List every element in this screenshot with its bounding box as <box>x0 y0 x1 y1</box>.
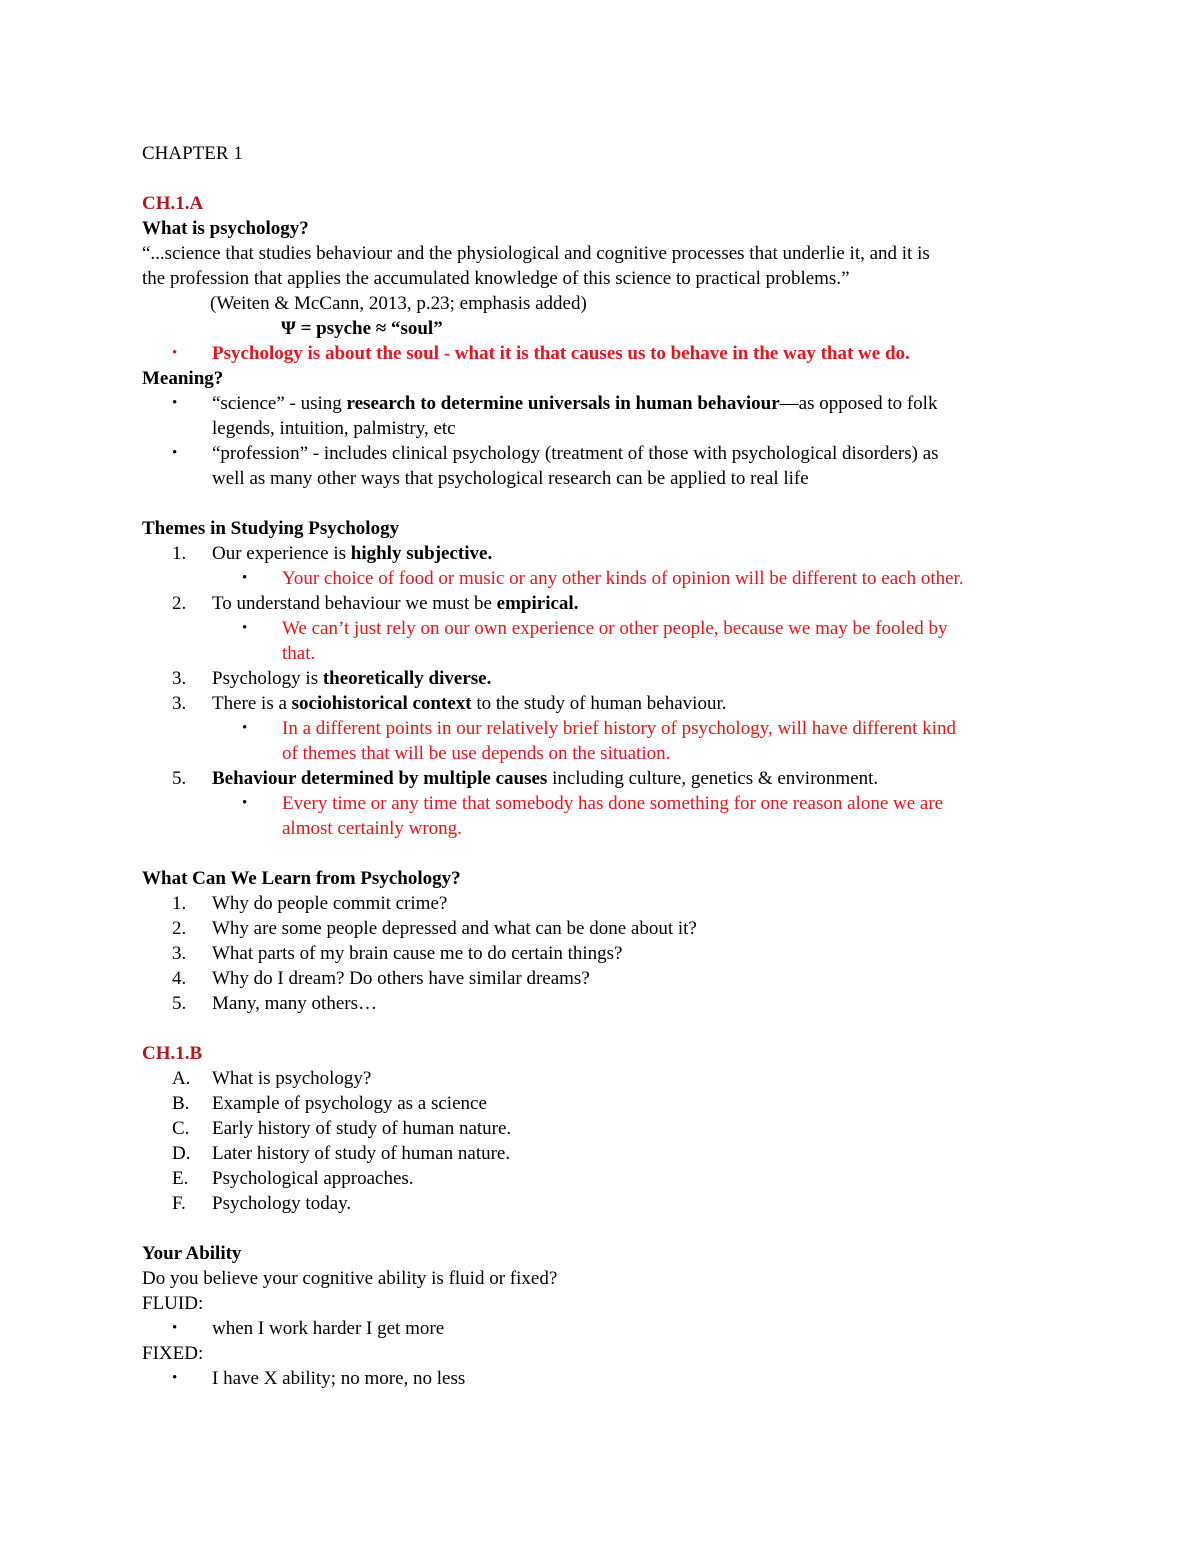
list-number: 1. <box>172 893 187 914</box>
theme-item <box>142 691 1072 716</box>
bullet-icon: • <box>172 1320 178 1336</box>
outline-item-text: Later history of study of human nature. <box>212 1143 511 1164</box>
ability-question: Do you believe your cognitive ability is fluid or fixed? <box>142 1268 558 1289</box>
theme-text-plain: to the study of human behaviour. <box>471 693 727 714</box>
list-number: 5. <box>172 993 187 1014</box>
theme-note-text: Your choice of food or music or any other kinds of opinion will be different to each other. <box>282 568 964 589</box>
theme-item <box>142 541 1072 566</box>
list-number: 3. <box>172 668 187 689</box>
list-number: 2. <box>172 593 187 614</box>
theme-note-text: almost certainly wrong. <box>282 818 462 839</box>
theme-note-text: Every time or any time that somebody has done something for one reason alone we are <box>282 793 944 814</box>
outline-item <box>142 1141 1072 1166</box>
learn-item-text: Why do I dream? Do others have similar dreams? <box>212 968 590 989</box>
what-is-psychology-heading: What is psychology? <box>142 218 309 239</box>
outline-item-text: Early history of study of human nature. <box>212 1118 512 1139</box>
list-number: 1. <box>172 543 187 564</box>
learn-item-text: What parts of my brain cause me to do certain things? <box>212 943 623 964</box>
meaning-bullet-profession <box>142 441 1072 491</box>
fluid-label: FLUID: <box>142 1293 204 1314</box>
theme-text-plain: Our experience is <box>212 543 351 564</box>
list-letter: B. <box>172 1093 190 1114</box>
theme-item-text <box>212 591 1072 616</box>
learn-item-text: Why are some people depressed and what can be done about it? <box>212 918 697 939</box>
meaning-heading: Meaning? <box>142 368 224 389</box>
soul-bullet-item <box>142 341 1072 366</box>
outline-item <box>142 1066 1072 1091</box>
list-number: 2. <box>172 918 187 939</box>
bullet-icon: • <box>242 570 248 586</box>
theme-text-plain: There is a <box>212 693 292 714</box>
ch1b-outline-list <box>142 1066 1072 1216</box>
bullet-icon: • <box>242 620 248 636</box>
themes-list <box>142 541 1072 841</box>
outline-item <box>142 1191 1072 1216</box>
outline-item <box>142 1116 1072 1141</box>
theme-text-plain: Psychology is <box>212 668 323 689</box>
theme-item-text <box>212 691 1072 716</box>
fixed-bullet-item <box>142 1366 1072 1391</box>
theme-item <box>142 591 1072 616</box>
theme-text-plain: To understand behaviour we must be <box>212 593 497 614</box>
meaning-profession-line-1: “profession” - includes clinical psychology (treatment of those with psychological disorders) as <box>212 443 939 464</box>
learn-item-text: Many, many others… <box>212 993 377 1014</box>
theme-text-bold: empirical. <box>496 593 579 614</box>
themes-heading: Themes in Studying Psychology <box>142 518 400 539</box>
bullet-icon: • <box>172 395 178 411</box>
fixed-bullet-text: I have X ability; no more, no less <box>212 1368 466 1389</box>
learn-item <box>142 966 1072 991</box>
list-letter: A. <box>172 1068 191 1089</box>
list-number: 5. <box>172 768 187 789</box>
your-ability-heading: Your Ability <box>142 1243 242 1264</box>
soul-bullet-text: Psychology is about the soul - what it is that causes us to behave in the way that we do. <box>212 343 910 364</box>
list-letter: C. <box>172 1118 190 1139</box>
theme-note-bullet <box>142 791 1072 841</box>
learn-item <box>142 916 1072 941</box>
bullet-icon: • <box>242 720 248 736</box>
section-code-ch1a: CH.1.A <box>142 193 204 214</box>
meaning-science-line-1: “science” - using research to determine universals in human behaviour—as opposed to folk <box>212 393 938 414</box>
fluid-bullet-text: when I work harder I get more <box>212 1318 445 1339</box>
theme-item <box>142 766 1072 791</box>
learn-list <box>142 891 1072 1016</box>
definition-quote-line-1: “...science that studies behaviour and the physiological and cognitive processes that underlie it, and it is <box>142 243 930 264</box>
learn-heading: What Can We Learn from Psychology? <box>142 868 461 889</box>
theme-item <box>142 666 1072 691</box>
chapter-title: CHAPTER 1 <box>142 143 243 164</box>
list-letter: F. <box>172 1193 186 1214</box>
learn-item-text: Why do people commit crime? <box>212 893 448 914</box>
list-letter: D. <box>172 1143 191 1164</box>
section-code-ch1b: CH.1.B <box>142 1043 203 1064</box>
learn-item <box>142 991 1072 1016</box>
theme-note-text: of themes that will be use depends on the situation. <box>282 743 671 764</box>
bullet-icon: • <box>172 345 178 361</box>
theme-note-text: In a different points in our relatively brief history of psychology, will have different kind <box>282 718 956 739</box>
learn-item <box>142 941 1072 966</box>
theme-text-bold: sociohistorical context <box>291 693 472 714</box>
theme-text-plain: including culture, genetics & environment. <box>547 768 879 789</box>
meaning-profession-line-2: well as many other ways that psychological research can be applied to real life <box>212 468 809 489</box>
theme-item-text <box>212 666 1072 691</box>
learn-item <box>142 891 1072 916</box>
bullet-icon: • <box>242 795 248 811</box>
fluid-bullet-item <box>142 1316 1072 1341</box>
theme-note-bullet <box>142 616 1072 666</box>
outline-item-text: Psychology today. <box>212 1193 352 1214</box>
document-page <box>142 141 1072 1391</box>
theme-text-bold: Behaviour determined by multiple causes <box>212 768 548 789</box>
theme-note-bullet <box>142 716 1072 766</box>
quote-citation: (Weiten & McCann, 2013, p.23; emphasis added) <box>210 293 587 314</box>
definition-quote-line-2: the profession that applies the accumulated knowledge of this science to practical problems.” <box>142 268 850 289</box>
theme-note-text: that. <box>282 643 316 664</box>
bullet-icon: • <box>172 445 178 461</box>
meaning-science-line-2: legends, intuition, palmistry, etc <box>212 418 456 439</box>
psyche-definition: Ψ = psyche ≈ “soul” <box>281 318 443 339</box>
outline-item <box>142 1091 1072 1116</box>
list-number: 4. <box>172 968 187 989</box>
outline-item <box>142 1166 1072 1191</box>
list-letter: E. <box>172 1168 189 1189</box>
theme-text-bold: theoretically diverse. <box>322 668 492 689</box>
theme-note-bullet <box>142 566 1072 591</box>
theme-note-text: We can’t just rely on our own experience or other people, because we may be fooled by <box>282 618 948 639</box>
fixed-label: FIXED: <box>142 1343 204 1364</box>
meaning-bullet-science <box>142 391 1072 441</box>
theme-item-text <box>212 766 1072 791</box>
list-number: 3. <box>172 943 187 964</box>
theme-text-bold: highly subjective. <box>350 543 493 564</box>
outline-item-text: Psychological approaches. <box>212 1168 414 1189</box>
outline-item-text: Example of psychology as a science <box>212 1093 487 1114</box>
theme-item-text <box>212 541 1072 566</box>
list-number: 3. <box>172 693 187 714</box>
outline-item-text: What is psychology? <box>212 1068 372 1089</box>
bullet-icon: • <box>172 1370 178 1386</box>
